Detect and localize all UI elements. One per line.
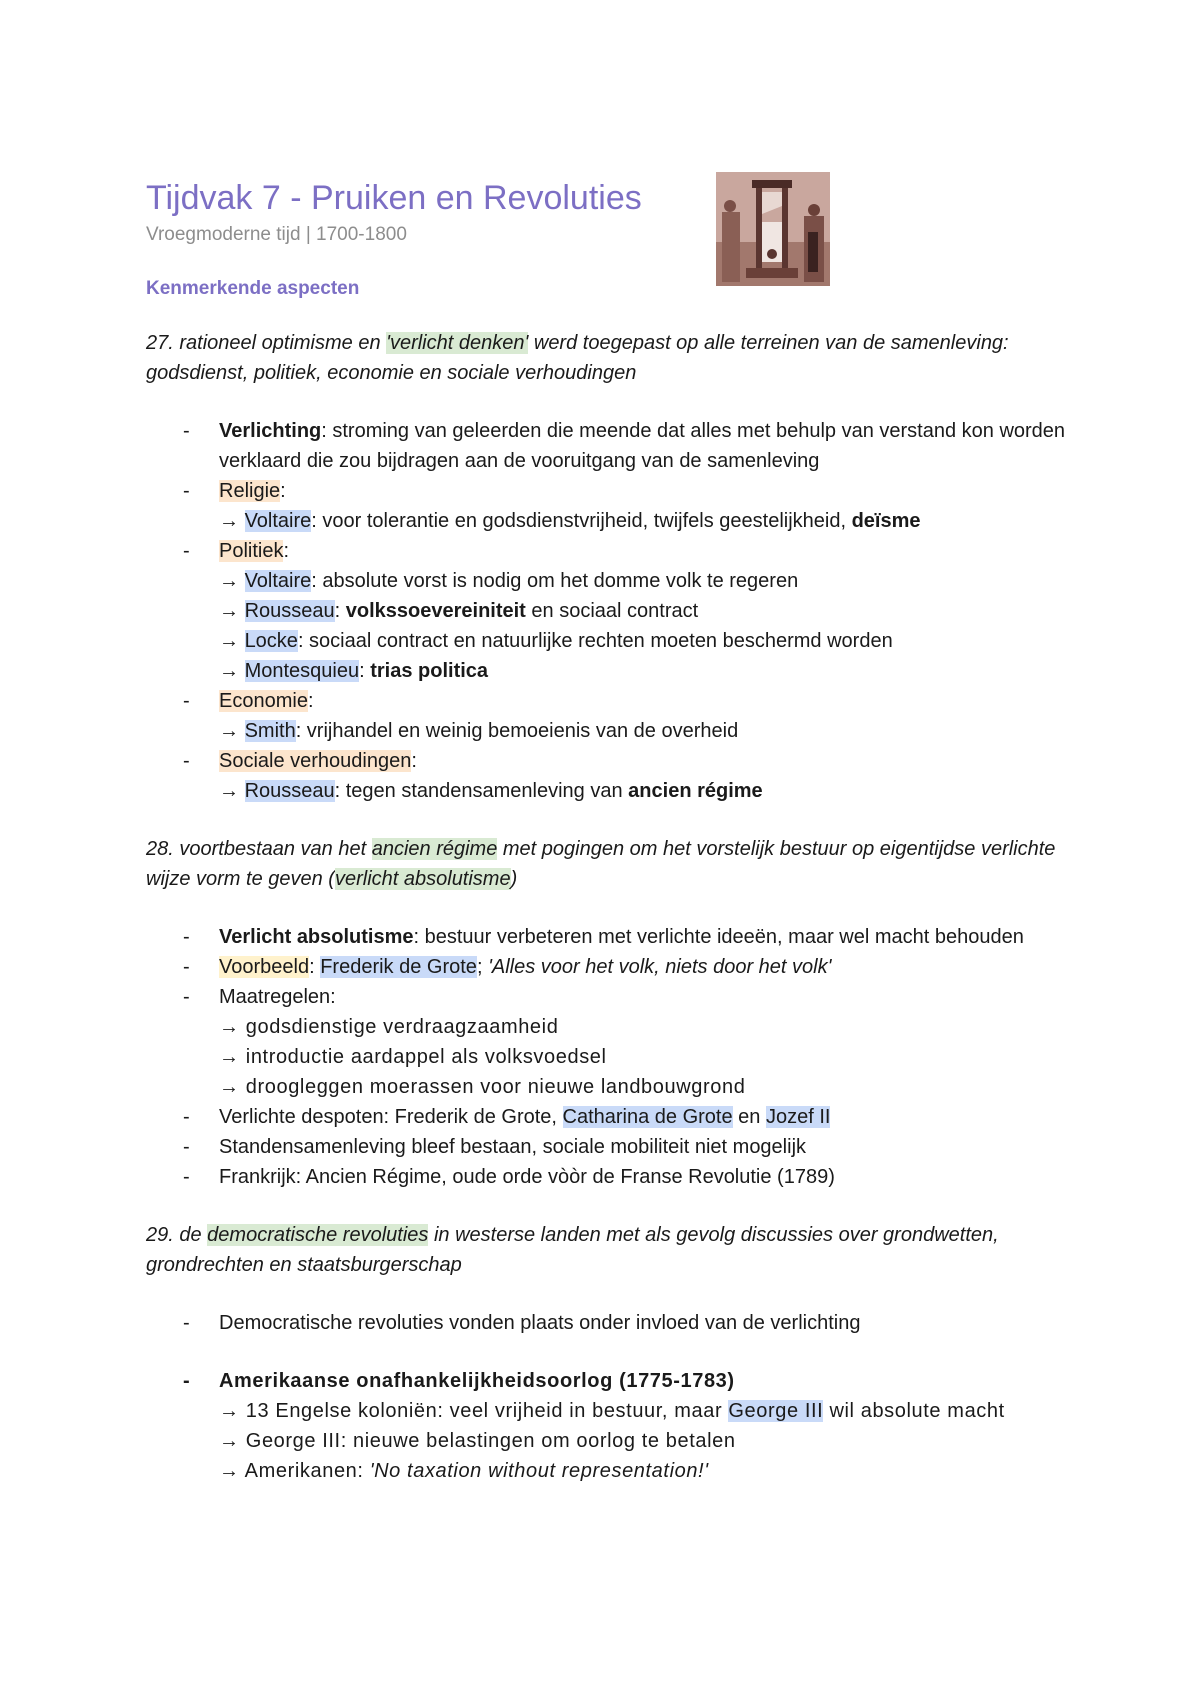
quote-no-taxation: 'No taxation without representation!' [369, 1460, 709, 1482]
despoten-conjunction: en [732, 1106, 766, 1128]
despoten-prefix: Verlichte despoten: Frederik de Grote, [219, 1106, 563, 1128]
arrow-icon: → [219, 570, 239, 592]
definition-verlichting: : stroming van geleerden die meende dat alles met behulp van verstand kon worden verklaard die zou bijdragen aan de vooruitgang van de samenleving [219, 420, 1066, 472]
aspect-27-suffix: werd toegepast op alle terreinen van de samenleving: godsdienst, politiek, economie en sociale verhoudingen [146, 332, 1009, 384]
sub-item: → Rousseau: volkssoevereiniteit en sociaal contract [219, 600, 699, 622]
list-item [146, 1162, 1066, 1192]
sub-item [219, 626, 1066, 656]
sub-item [219, 1426, 1066, 1456]
label-maatregelen: Maatregelen: [219, 986, 336, 1008]
term-ancien-regime: ancien régime [628, 780, 763, 802]
list-item-text: Democratische revoluties vonden plaats onder invloed van de verlichting [219, 1312, 861, 1334]
document-content [146, 176, 1066, 1486]
name-jozef-ii: Jozef II [765, 1106, 831, 1128]
label-economie: Economie [219, 690, 308, 712]
page-subtitle: Vroegmoderne tijd | 1700-1800 [146, 224, 407, 245]
sub-item [219, 1042, 1066, 1072]
name-montesquieu: Montesquieu [244, 660, 360, 682]
list-item [146, 1102, 1066, 1132]
sub-text: George III: nieuwe belastingen om oorlog te betalen [245, 1430, 736, 1452]
arrow-icon: → [219, 780, 239, 802]
label-sociale-verhoudingen: Sociale verhoudingen [219, 750, 412, 772]
sub-text: wil absolute macht [823, 1400, 1005, 1422]
aspect-29 [146, 1220, 1066, 1280]
aspect-28 [146, 834, 1066, 894]
name-rousseau: Rousseau [244, 600, 335, 622]
sub-text: : sociaal contract en natuurlijke rechten moeten beschermd worden [297, 630, 893, 652]
sub-item [219, 776, 1066, 806]
sub-text: drooglеggen moerassen voor nieuwe landbouwgrond [245, 1076, 746, 1098]
name-frederik-de-grote: Frederik de Grote [320, 956, 477, 978]
aspect-27-list [146, 416, 1066, 806]
aspect-28-prefix: 28. voortbestaan van het [146, 838, 372, 860]
sub-text: godsdienstige verdraagzaamheid [245, 1016, 559, 1038]
aspect-29-list [146, 1308, 1066, 1338]
sub-item [219, 506, 1066, 536]
sub-text: : vrijhandel en weinig bemoeienis van de overheid [295, 720, 739, 742]
label-voorbeeld: Voorbeeld [219, 956, 310, 978]
aspect-28-middle: met pogingen om het vorstelijk bestuur op eigentijdse verlichte wijze vorm te geven ( [146, 838, 1056, 890]
list-item: - Sociale verhoudingen: → Rousseau: tegen standensamenleving van ancien régime [146, 746, 1066, 806]
sub-text: introductie aardappel als volksvoedsel [245, 1046, 607, 1068]
list-item [146, 1366, 1066, 1486]
label-politiek: Politiek [219, 540, 284, 562]
term-deisme: deïsme [851, 510, 921, 532]
frankrijk-text: Frankrijk: Ancien Régime, oude orde vòòr de Franse Revolutie (1789) [219, 1166, 835, 1188]
arrow-icon: → [219, 1046, 240, 1068]
sub-item: → Montesquieu: trias politica [219, 660, 489, 682]
aspect-27-highlight: 'verlicht denken' [386, 332, 529, 354]
sub-text: : tegen standensamenleving van [334, 780, 629, 802]
list-item [146, 982, 1066, 1102]
arrow-icon: → [219, 1400, 240, 1422]
aspect-27 [146, 328, 1066, 388]
list-item: - Religie: → Voltaire: voor tolerantie en godsdienstvrijheid, twijfels geestelijkheid, deïsme [146, 476, 1066, 536]
sub-item [219, 1012, 1066, 1042]
arrow-icon: → [219, 600, 239, 622]
sub-text: 13 Engelse koloniën: veel vrijheid in bestuur, maar [245, 1400, 729, 1422]
arrow-icon: → [219, 1460, 240, 1482]
aspect-29-highlight: democratische revoluties [207, 1224, 429, 1246]
standen-text: Standensamenleving bleef bestaan, sociale mobiliteit niet mogelijk [219, 1136, 807, 1158]
aspect-29-suffix: in westerse landen met als gevolg discussies over grondwetten, grondrechten en staatsburgerschap [146, 1224, 999, 1276]
section-heading: Kenmerkende aspecten [146, 278, 360, 299]
aspect-28-highlight-ancien-regime: ancien régime [371, 838, 498, 860]
name-locke: Locke [244, 630, 298, 652]
name-voltaire: Voltaire [244, 510, 312, 532]
term-verlicht-absolutisme: Verlicht absolutisme [219, 926, 414, 948]
arrow-icon: → [219, 720, 239, 742]
list-item [146, 416, 1066, 476]
list-item [146, 1308, 1066, 1338]
sub-text: : absolute vorst is nodig om het domme volk te regeren [311, 570, 799, 592]
list-item [146, 1132, 1066, 1162]
sub-item [219, 1396, 1066, 1426]
quote-frederik: 'Alles voor het volk, niets door het volk' [488, 956, 832, 978]
sub-item [219, 566, 1066, 596]
list-item: - Voorbeeld: Frederik de Grote; 'Alles voor het volk, niets door het volk' [146, 952, 1066, 982]
heading-amerikaanse-onafhankelijkheidsoorlog: Amerikaanse onafhankelijkheidsoorlog (1775-1783) [219, 1370, 735, 1392]
name-catharina-de-grote: Catharina de Grote [562, 1106, 733, 1128]
list-item [146, 922, 1066, 952]
term-volkssoevereiniteit: volkssoevereiniteit [345, 600, 526, 622]
definition-verlicht-absolutisme: : bestuur verbeteren met verlichte ideeën, maar wel macht behouden [413, 926, 1024, 948]
term-verlichting: Verlichting [219, 420, 322, 442]
arrow-icon: → [219, 660, 239, 682]
page-title: Tijdvak 7 - Pruiken en Revoluties [146, 179, 642, 217]
arrow-icon: → [219, 1430, 240, 1452]
arrow-icon: → [219, 630, 239, 652]
sub-item [219, 1456, 1066, 1486]
arrow-icon: → [219, 510, 239, 532]
name-smith: Smith [244, 720, 296, 742]
aspect-27-prefix: 27. rationeel optimisme en [146, 332, 387, 354]
sub-item [219, 1072, 1066, 1102]
name-rousseau: Rousseau [244, 780, 335, 802]
aspect-28-list [146, 922, 1066, 1192]
sub-text: en sociaal contract [525, 600, 699, 622]
amerika-list [146, 1366, 1066, 1486]
aspect-29-prefix: 29. de [146, 1224, 208, 1246]
arrow-icon: → [219, 1016, 240, 1038]
sub-text: Amerikanen: [244, 1460, 370, 1482]
sub-item [219, 716, 1066, 746]
term-trias-politica: trias politica [370, 660, 489, 682]
list-item: - Economie: → Smith: vrijhandel en weinig bemoeienis van de overheid [146, 686, 1066, 746]
sub-text: : voor tolerantie en godsdienstvrijheid, twijfels geestelijkheid, [311, 510, 852, 532]
name-george-iii: George III [728, 1400, 824, 1422]
list-item: - Politiek: → Voltaire: absolute vorst is nodig om het domme volk te regeren → Rousseau: volkssoevereiniteit en sociaal contract → Locke: sociaal contract en natuurlijke rechten moeten beschermd worden → Montesquieu: trias politica [146, 536, 1066, 686]
arrow-icon: → [219, 1076, 240, 1098]
name-voltaire: Voltaire [244, 570, 312, 592]
aspect-28-suffix: ) [510, 868, 518, 890]
aspect-28-highlight-verlicht-absolutisme: verlicht absolutisme [334, 868, 511, 890]
label-religie: Religie [219, 480, 281, 502]
